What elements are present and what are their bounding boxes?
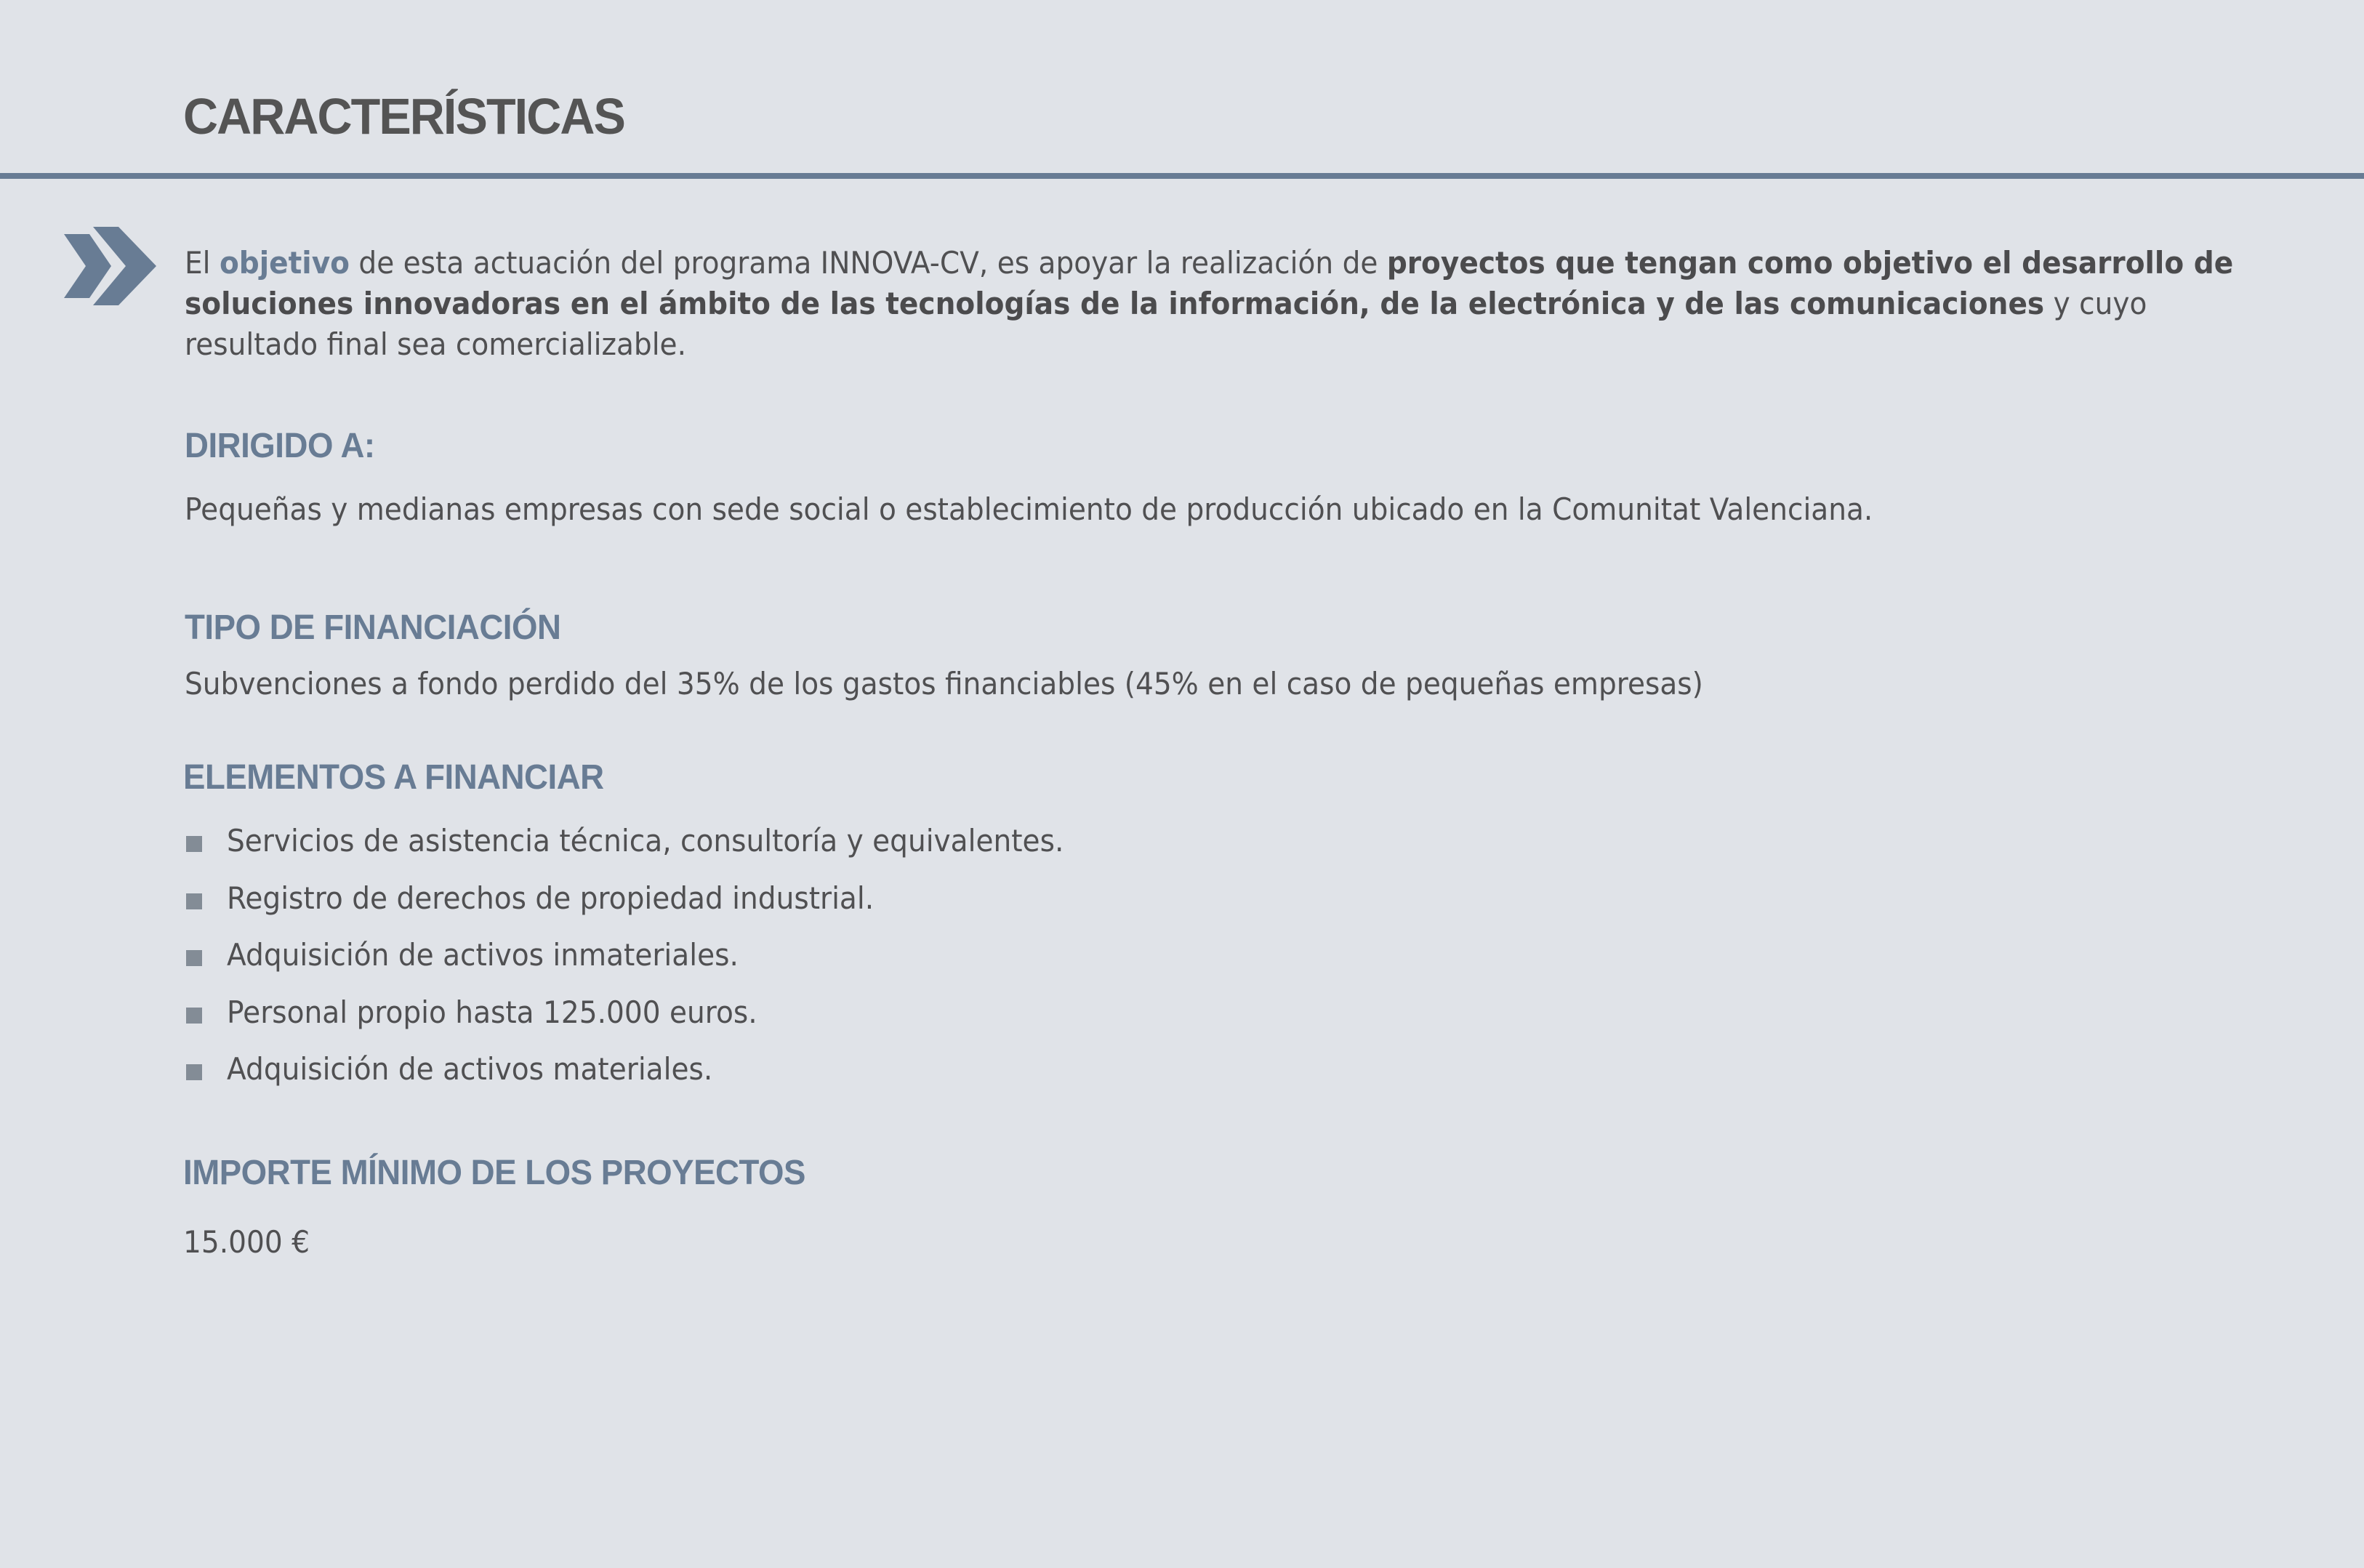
list-item-text: Adquisición de activos materiales.	[227, 1051, 713, 1087]
title-divider	[0, 173, 2364, 179]
elementos-heading: ELEMENTOS A FINANCIAR	[183, 758, 604, 797]
importe-value: 15.000 €	[183, 1224, 310, 1260]
dirigido-text: Pequeñas y medianas empresas con sede social o establecimiento de producción ubicado en la Comunitat Valenciana.	[185, 491, 1873, 527]
intro-text-1: El	[185, 245, 220, 281]
square-bullet-icon	[186, 893, 202, 909]
square-bullet-icon	[186, 1064, 202, 1080]
list-item-text: Registro de derechos de propiedad industrial.	[227, 880, 875, 916]
square-bullet-icon	[186, 950, 202, 966]
intro-emphasis: proyectos que tengan como objetivo el desarrollo de soluciones innovadoras en el ámbito de las tecnologías de la información, de la electrónica y de las comunicaciones	[185, 245, 2234, 321]
list-item	[186, 1051, 1127, 1109]
elementos-list	[186, 823, 1127, 1109]
square-bullet-icon	[186, 836, 202, 852]
list-item-text: Adquisición de activos inmateriales.	[227, 937, 739, 973]
financiacion-text: Subvenciones a fondo perdido del 35% de los gastos financiables (45% en el caso de pequeñas empresas)	[185, 666, 1703, 701]
square-bullet-icon	[186, 1008, 202, 1024]
page-title: CARACTERÍSTICAS	[183, 88, 624, 145]
importe-heading: IMPORTE MÍNIMO DE LOS PROYECTOS	[183, 1154, 805, 1192]
list-item	[186, 823, 1127, 880]
list-item	[186, 937, 1127, 994]
intro-text-2: de esta actuación del programa INNOVA-CV, es apoyar la realización de	[349, 245, 1387, 281]
objective-keyword: objetivo	[219, 245, 350, 281]
list-item-text: Personal propio hasta 125.000 euros.	[227, 994, 757, 1030]
objective-paragraph	[185, 243, 2254, 365]
list-item-text: Servicios de asistencia técnica, consultoría y equivalentes.	[227, 823, 1064, 859]
double-chevron-right-icon	[64, 227, 158, 305]
dirigido-heading: DIRIGIDO A:	[185, 427, 375, 465]
list-item	[186, 994, 1127, 1052]
financiacion-heading: TIPO DE FINANCIACIÓN	[185, 608, 561, 647]
list-item	[186, 880, 1127, 938]
intro-text-3: y cuyo resultado final sea comercializable.	[185, 286, 2147, 362]
